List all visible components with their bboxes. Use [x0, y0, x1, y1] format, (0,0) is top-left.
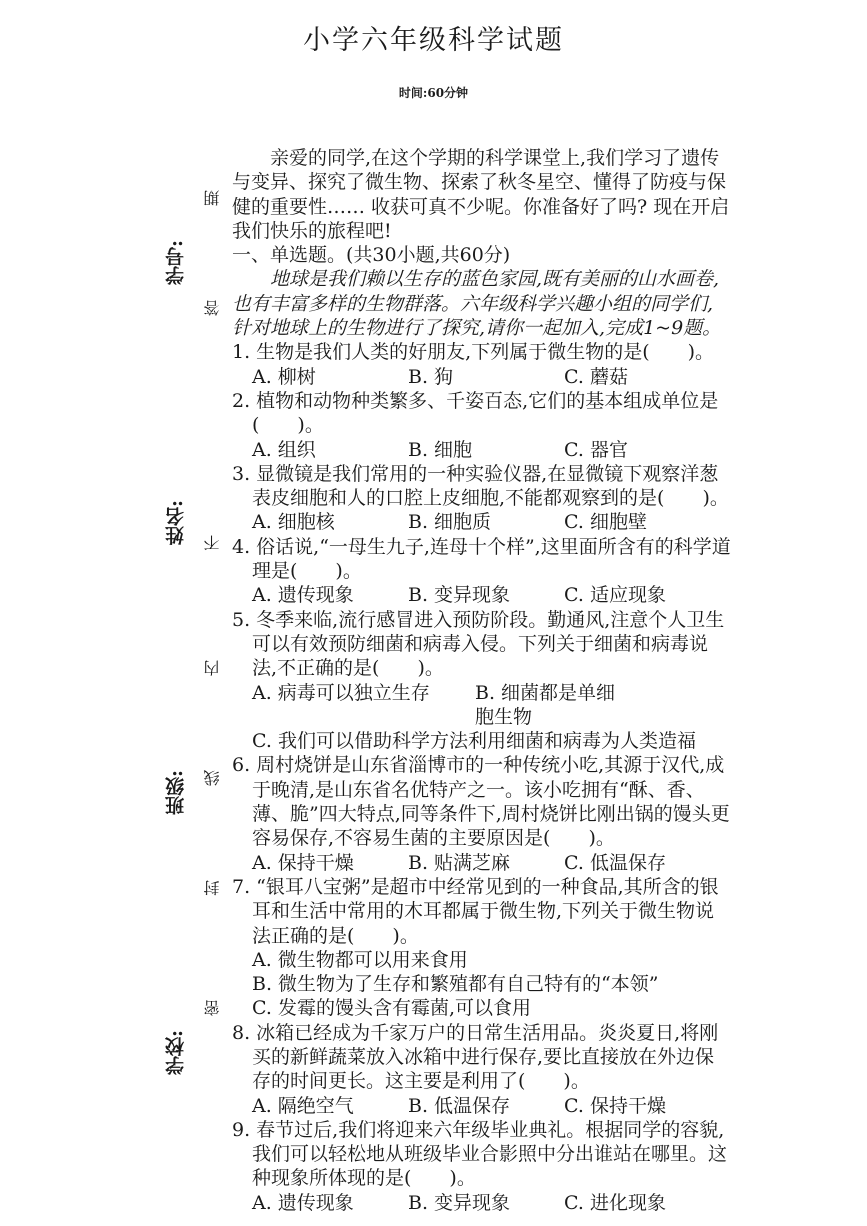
exam-title: 小学六年级科学试题 [303, 25, 564, 56]
seal-char-7: 密 [203, 1000, 222, 1016]
q3-option-a: A. 细胞核 [252, 511, 335, 534]
seal-char-3: 不 [203, 535, 222, 551]
student-id-label: 学号: [165, 240, 187, 286]
q9-option-b: B. 变异现象 [408, 1191, 511, 1214]
question-2-options [232, 438, 732, 462]
q8-option-a: A. 隔绝空气 [252, 1094, 354, 1117]
intro-paragraph: 亲爱的同学,在这个学期的科学课堂上,我们学习了遗传与变异、探究了微生物、探索了秋冬星空、懂得了防疫与保健的重要性…… 收获可真不少呢。你准备好了吗? 现在开启我们快乐的旅程吧! [232, 147, 730, 242]
seal-char-1: 期 [203, 190, 222, 206]
question-4: 4. 俗话说,“一母生九子,连母十个样”,这里面所含有的科学道理是( )。 [232, 535, 731, 583]
school-label: 学校: [165, 1030, 187, 1076]
q6-option-b: B. 贴满芝麻 [408, 851, 511, 874]
question-3: 3. 显微镜是我们常用的一种实验仪器,在显微镜下观察洋葱表皮细胞和人的口腔上皮细胞,不能都观察到的是( )。 [232, 462, 729, 510]
section-heading: 一、单选题。(共30小题,共60分) [232, 244, 511, 267]
q3-option-b: B. 细胞质 [408, 511, 492, 534]
q1-option-b: B. 狗 [408, 365, 454, 388]
q3-option-c: C. 细胞壁 [564, 511, 647, 534]
q2-option-b: B. 细胞 [408, 438, 473, 461]
q5-option-a: A. 病毒可以独立生存 [252, 681, 430, 704]
question-5-options [232, 681, 732, 730]
class-label: 班级: [165, 770, 187, 816]
q4-option-b: B. 变异现象 [408, 584, 511, 607]
question-6: 6. 周村烧饼是山东省淄博市的一种传统小吃,其源于汉代,成于晚清,是山东省名优特产之一。该小吃拥有“酥、香、薄、脆”四大特点,同等条件下,周村烧饼比刚出锅的馒头更容易保存,不容易生菌的主要原因是( )。 [232, 754, 730, 850]
q7-option-c: C. 发霉的馒头含有霉菌,可以食用 [252, 997, 531, 1020]
q2-option-a: A. 组织 [252, 438, 316, 461]
question-2: 2. 植物和动物种类繁多、千姿百态,它们的基本组成单位是( )。 [232, 389, 719, 437]
question-1-options [232, 365, 732, 389]
q6-option-c: C. 低温保存 [564, 851, 666, 874]
seal-char-4: 内 [203, 660, 222, 676]
question-9-options [232, 1191, 732, 1215]
question-8-options [232, 1094, 732, 1118]
exam-content [232, 146, 732, 1215]
q7-option-b: B. 微生物为了生存和繁殖都有自己特有的“本领” [252, 973, 659, 996]
name-label: 姓名: [165, 500, 187, 546]
q5-option-b: B. 细菌都是单细胞生物 [475, 681, 616, 728]
section-intro: 地球是我们赖以生存的蓝色家园,既有美丽的山水画卷,也有丰富多样的生物群落。六年级科学兴趣小组的同学们,针对地球上的生物进行了探究,请你一起加入,完成1~9题。 [232, 268, 722, 340]
q4-option-c: C. 适应现象 [564, 584, 666, 607]
question-9: 9. 春节过后,我们将迎来六年级毕业典礼。根据同学的容貌,我们可以轻松地从班级毕业合影照中分出谁站在哪里。这种现象所体现的是( )。 [232, 1118, 728, 1190]
q9-option-a: A. 遗传现象 [252, 1191, 354, 1214]
q1-option-c: C. 蘑菇 [564, 365, 628, 388]
seal-char-6: 封 [203, 880, 222, 896]
question-1: 1. 生物是我们人类的好朋友,下列属于微生物的是( )。 [232, 341, 715, 364]
q7-option-a: A. 微生物都可以用来食用 [252, 948, 468, 971]
question-5: 5. 冬季来临,流行感冒进入预防阶段。勤通风,注意个人卫生可以有效预防细菌和病毒入侵。下列关于细菌和病毒说法,不正确的是( )。 [232, 608, 725, 680]
question-3-options [232, 510, 732, 534]
q6-option-a: A. 保持干燥 [252, 851, 354, 874]
q9-option-c: C. 进化现象 [564, 1191, 666, 1214]
exam-time: 时间:60分钟 [398, 86, 469, 100]
seal-char-2: 答 [203, 300, 222, 316]
question-6-options [232, 851, 732, 875]
q8-option-c: C. 保持干燥 [564, 1094, 666, 1117]
question-7: 7. “银耳八宝粥”是超市中经常见到的一种食品,其所含的银耳和生活中常用的木耳都属于微生物,下列关于微生物说法正确的是( )。 [232, 875, 719, 947]
q2-option-c: C. 器官 [564, 438, 628, 461]
question-8: 8. 冰箱已经成为千家万户的日常生活用品。炎炎夏日,将刚买的新鲜蔬菜放入冰箱中进行保存,要比直接放在外边保存的时间更长。这主要是利用了( )。 [232, 1021, 719, 1093]
q8-option-b: B. 低温保存 [408, 1094, 511, 1117]
q5-option-c: C. 我们可以借助科学方法利用细菌和病毒为人类造福 [252, 730, 696, 753]
q1-option-a: A. 柳树 [252, 365, 316, 388]
seal-char-5: 线 [203, 770, 222, 786]
question-4-options [232, 583, 732, 607]
q4-option-a: A. 遗传现象 [252, 584, 354, 607]
